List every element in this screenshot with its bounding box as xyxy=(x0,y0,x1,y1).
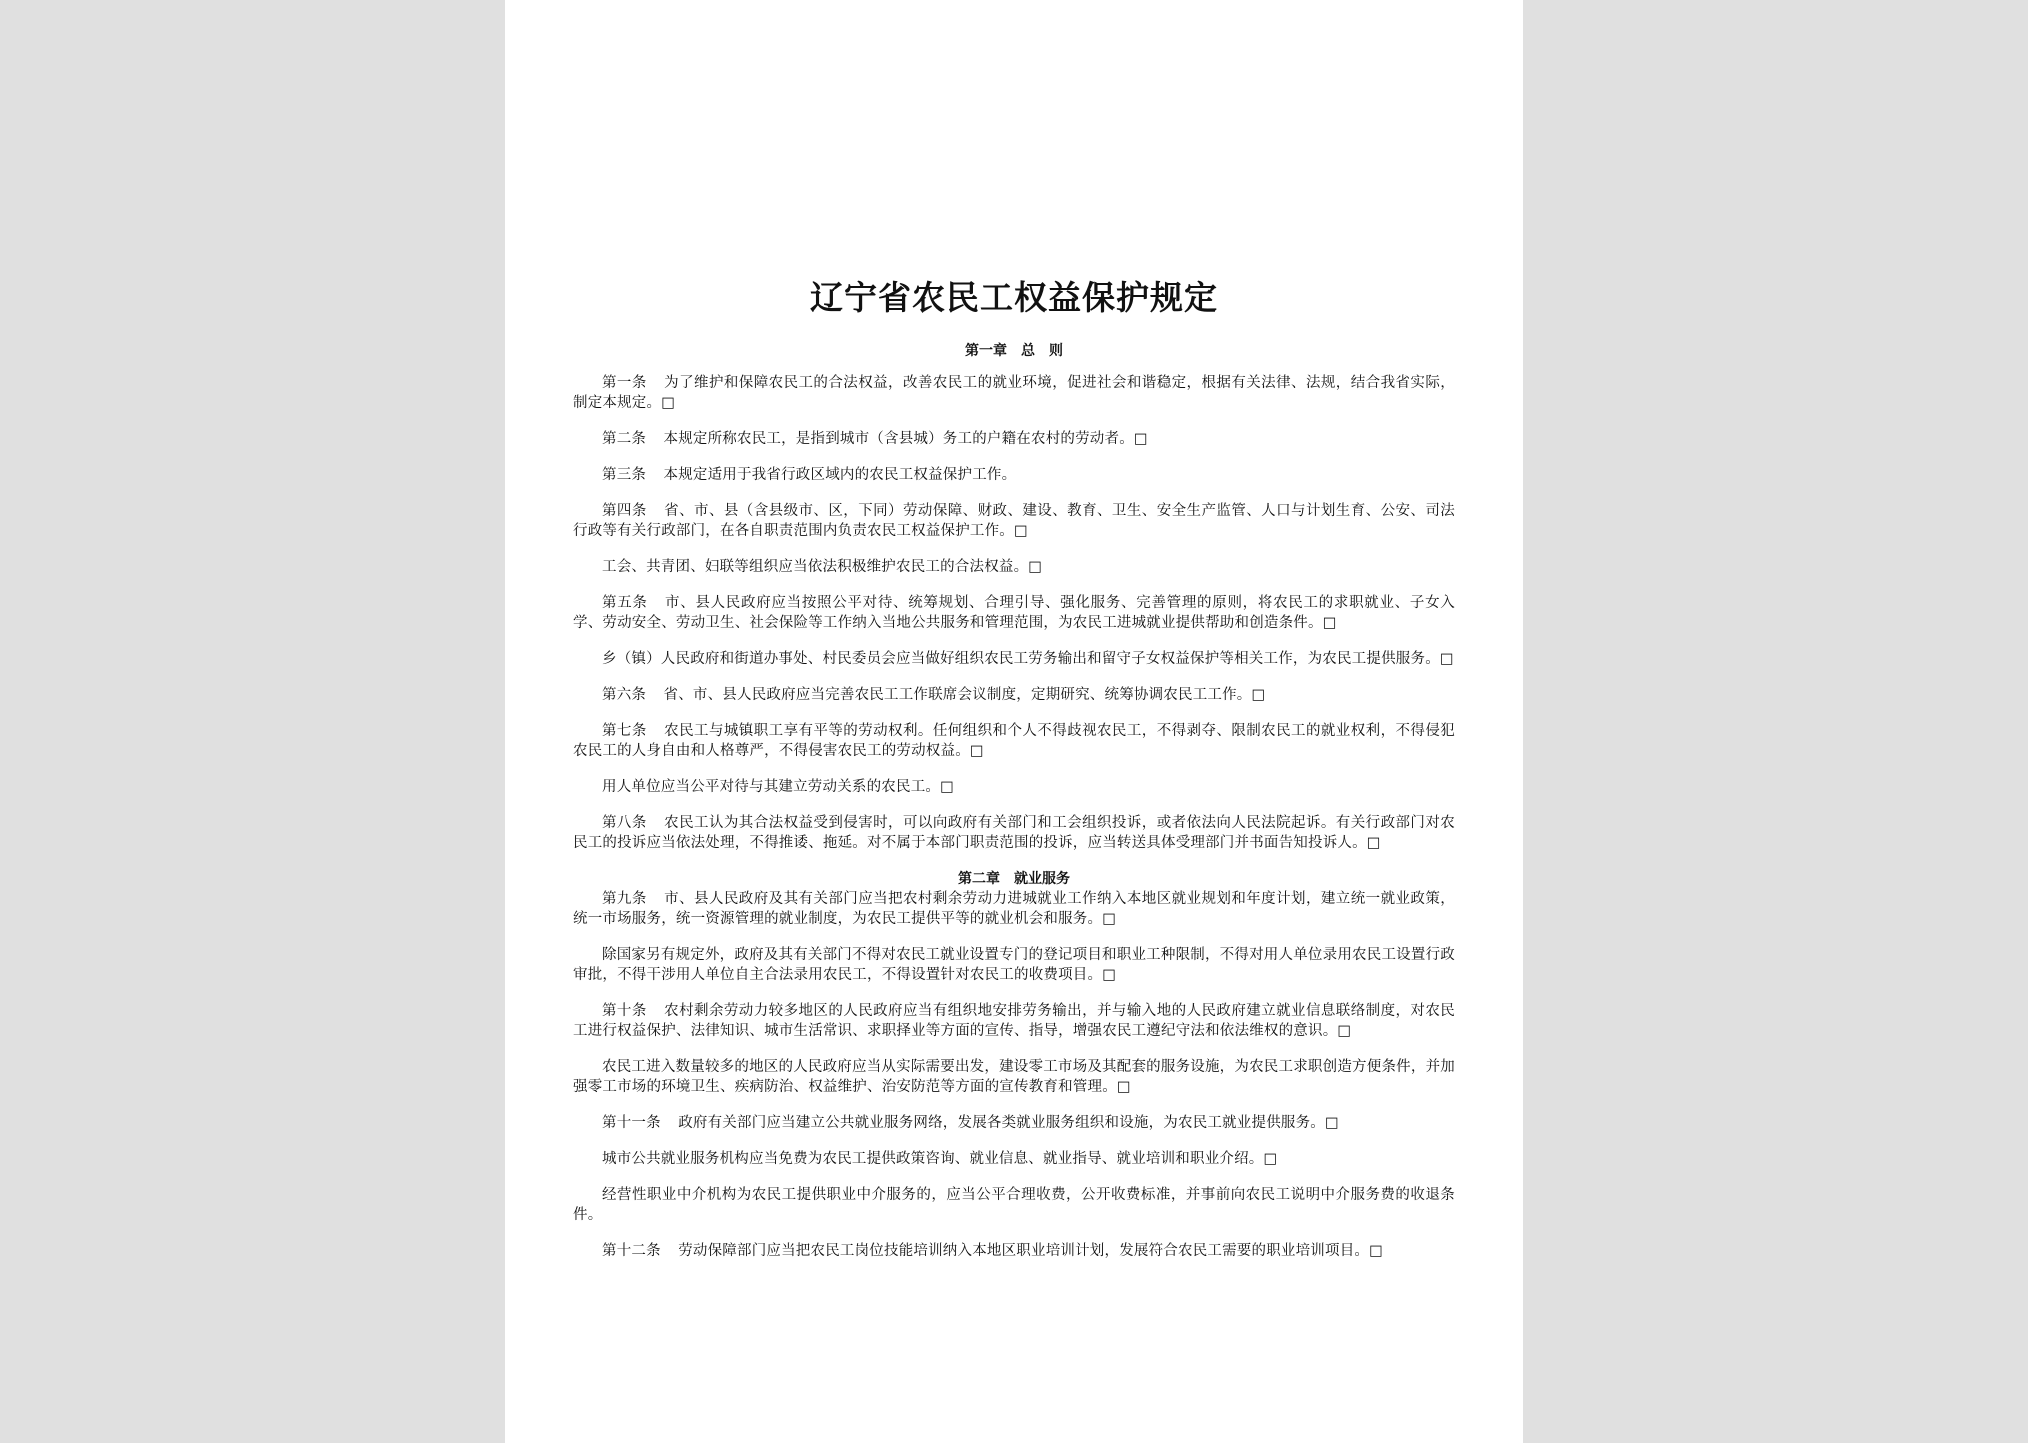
article-paragraph xyxy=(573,813,1455,853)
article-paragraph xyxy=(573,1241,1455,1261)
document-title: 辽宁省农民工权益保护规定 xyxy=(810,278,1218,317)
article-paragraph xyxy=(573,945,1455,985)
article-text: 为了维护和保障农民工的合法权益，改善农民工的就业环境，促进社会和谐稳定，根据有关法律、法规，结合我省实际，制定本规定。□ xyxy=(573,375,1455,411)
article-number: 第三条 xyxy=(602,467,647,483)
article-text: 劳动保障部门应当把农民工岗位技能培训纳入本地区职业培训计划，发展符合农民工需要的职业培训项目。□ xyxy=(678,1243,1383,1259)
article-number: 第十二条 xyxy=(602,1243,661,1259)
article-text: 政府有关部门应当建立公共就业服务网络，发展各类就业服务组织和设施，为农民工就业提供服务。□ xyxy=(678,1115,1339,1131)
article-text: 本规定适用于我省行政区域内的农民工权益保护工作。 xyxy=(663,467,1017,483)
chapter-heading-2: 第二章 就业服务 xyxy=(958,871,1070,887)
article-paragraph xyxy=(573,465,1455,485)
document-page xyxy=(505,0,1523,1443)
article-paragraph xyxy=(573,777,1455,797)
article-text: 乡（镇）人民政府和街道办事处、村民委员会应当做好组织农民工劳务输出和留守子女权益保护等相关工作，为农民工提供服务。□ xyxy=(602,651,1454,667)
article-text: 市、县人民政府应当按照公平对待、统筹规划、合理引导、强化服务、完善管理的原则，将农民工的求职就业、子女入学、劳动安全、劳动卫生、社会保险等工作纳入当地公共服务和管理范围，为农民工进城就业提供帮助和创造条件。□ xyxy=(573,595,1455,631)
article-text: 市、县人民政府及其有关部门应当把农村剩余劳动力进城就业工作纳入本地区就业规划和年度计划，建立统一就业政策，统一市场服务，统一资源管理的就业制度，为农民工提供平等的就业机会和服务。□ xyxy=(573,891,1455,927)
article-number: 第七条 xyxy=(602,723,647,739)
article-text: 省、市、县人民政府应当完善农民工工作联席会议制度，定期研究、统筹协调农民工工作。□ xyxy=(663,687,1266,703)
article-text: 农民工认为其合法权益受到侵害时，可以向政府有关部门和工会组织投诉，或者依法向人民法院起诉。有关行政部门对农民工的投诉应当依法处理，不得推诿、拖延。对不属于本部门职责范围的投诉，应当转送具体受理部门并书面告知投诉人。□ xyxy=(573,815,1455,851)
article-paragraph xyxy=(573,721,1455,761)
article-text: 本规定所称农民工，是指到城市（含县城）务工的户籍在农村的劳动者。□ xyxy=(663,431,1148,447)
chapter-2-body xyxy=(573,889,1455,1261)
article-paragraph xyxy=(573,557,1455,577)
article-text: 农民工进入数量较多的地区的人民政府应当从实际需要出发，建设零工市场及其配套的服务设施，为农民工求职创造方便条件，并加强零工市场的环境卫生、疾病防治、权益维护、治安防范等方面的宣传教育和管理。□ xyxy=(573,1059,1455,1095)
article-text: 除国家另有规定外，政府及其有关部门不得对农民工就业设置专门的登记项目和职业工种限制，不得对用人单位录用农民工设置行政审批，不得干涉用人单位自主合法录用农民工，不得设置针对农民工的收费项目。□ xyxy=(573,947,1455,983)
article-text: 经营性职业中介机构为农民工提供职业中介服务的，应当公平合理收费，公开收费标准，并事前向农民工说明中介服务费的收退条件。 xyxy=(573,1187,1455,1223)
article-number: 第一条 xyxy=(602,375,647,391)
article-number: 第二条 xyxy=(602,431,647,447)
article-number: 第八条 xyxy=(602,815,647,831)
article-text: 工会、共青团、妇联等组织应当依法积极维护农民工的合法权益。□ xyxy=(602,559,1043,575)
article-number: 第九条 xyxy=(602,891,647,907)
article-number: 第四条 xyxy=(602,503,647,519)
article-paragraph xyxy=(573,593,1455,633)
article-number: 第六条 xyxy=(602,687,647,703)
article-number: 第十一条 xyxy=(602,1115,661,1131)
article-paragraph xyxy=(573,429,1455,449)
article-paragraph xyxy=(573,649,1455,669)
article-paragraph xyxy=(573,685,1455,705)
article-text: 省、市、县（含县级市、区，下同）劳动保障、财政、建设、教育、卫生、安全生产监管、人口与计划生育、公安、司法行政等有关行政部门，在各自职责范围内负责农民工权益保护工作。□ xyxy=(573,503,1455,539)
article-paragraph xyxy=(573,373,1455,413)
article-paragraph xyxy=(573,889,1455,929)
article-paragraph xyxy=(573,1001,1455,1041)
article-number: 第五条 xyxy=(602,595,648,611)
article-paragraph xyxy=(573,1113,1455,1133)
article-text: 农民工与城镇职工享有平等的劳动权利。任何组织和个人不得歧视农民工，不得剥夺、限制农民工的就业权利，不得侵犯农民工的人身自由和人格尊严，不得侵害农民工的劳动权益。□ xyxy=(573,723,1455,759)
article-text: 农村剩余劳动力较多地区的人民政府应当有组织地安排劳务输出，并与输入地的人民政府建立就业信息联络制度，对农民工进行权益保护、法律知识、城市生活常识、求职择业等方面的宣传、指导，增强农民工遵纪守法和依法维权的意识。□ xyxy=(573,1003,1455,1039)
article-number: 第十条 xyxy=(602,1003,647,1019)
chapter-heading-1: 第一章 总 则 xyxy=(965,343,1063,359)
article-paragraph xyxy=(573,1185,1455,1225)
chapter-1-body xyxy=(573,373,1455,853)
article-paragraph xyxy=(573,1149,1455,1169)
article-paragraph xyxy=(573,1057,1455,1097)
article-text: 用人单位应当公平对待与其建立劳动关系的农民工。□ xyxy=(602,779,954,795)
article-paragraph xyxy=(573,501,1455,541)
article-text: 城市公共就业服务机构应当免费为农民工提供政策咨询、就业信息、就业指导、就业培训和职业介绍。□ xyxy=(602,1151,1278,1167)
